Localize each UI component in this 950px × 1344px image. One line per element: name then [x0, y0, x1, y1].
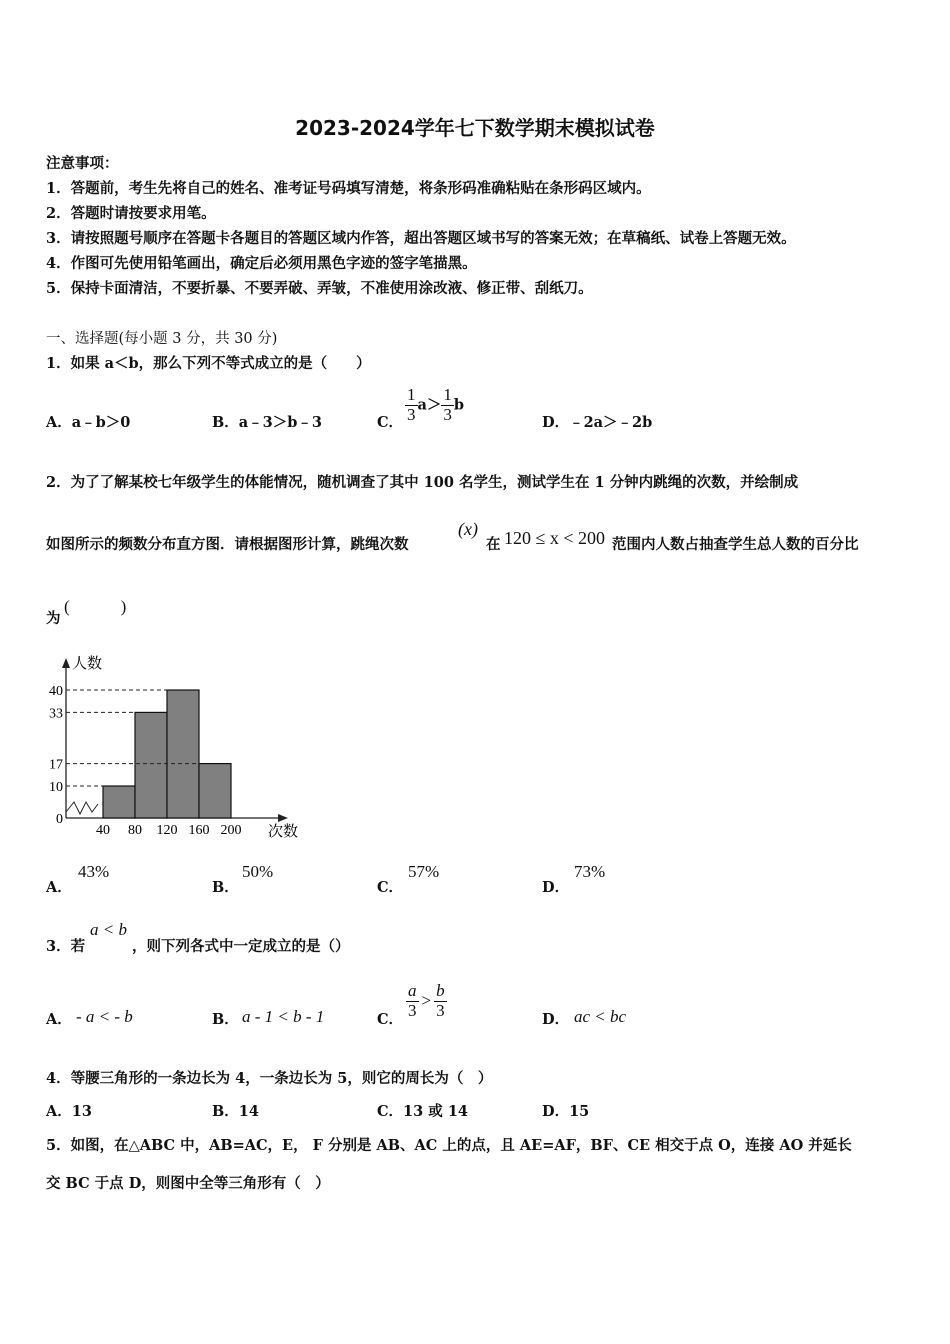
numerator: b: [436, 981, 445, 1000]
notice-item: 4．作图可先使用铅笔画出，确定后必须用黑色字迹的签字笔描黑。: [46, 255, 477, 272]
option-text: a＞: [417, 396, 442, 414]
q2-variable: (x): [458, 519, 478, 539]
q2-option-d-value: 73%: [574, 862, 606, 881]
q1-stem: 1．如果 a＜b，那么下列不等式成立的是（ ）: [46, 355, 371, 372]
q2-option-a-label: A．: [46, 879, 72, 896]
q3-option-c-label: C．: [377, 1011, 404, 1028]
notice-item: 5．保持卡面清洁，不要折暴、不要弄破、弄皱，不准使用涂改液、修正带、刮纸刀。: [46, 280, 593, 297]
q2-stem-line2a: 如图所示的频数分布直方图．请根据图形计算，跳绳次数: [46, 536, 409, 553]
q5-stem-line2: 交 BC 于点 D，则图中全等三角形有（ ）: [46, 1175, 330, 1192]
x-tick-label: 160: [188, 823, 210, 838]
y-axis-arrow: [62, 658, 70, 668]
q3-option-d-label: D．: [542, 1011, 570, 1028]
fraction: [405, 386, 418, 424]
histogram-bar: [103, 786, 135, 818]
q1-option-c-label: C．: [377, 414, 404, 431]
q2-option-c-value: 57%: [408, 862, 440, 881]
q1-option-d: D．﹣2a＞﹣2b: [542, 414, 653, 431]
axis-break-icon: [66, 802, 98, 814]
q3-option-a-label: A．: [46, 1011, 72, 1028]
x-axis-label: 次数: [268, 824, 299, 840]
histogram-bar: [135, 712, 167, 818]
q1-option-c: [405, 386, 464, 424]
numerator: 1: [443, 385, 452, 404]
q1-option-b: B．a﹣3＞b﹣3: [212, 414, 322, 431]
numerator: 1: [407, 385, 416, 404]
x-axis-arrow: [278, 814, 288, 822]
q5-stem-line1: 5．如图，在△ABC 中，AB=AC，E， F 分别是 AB、AC 上的点，且 AE=AF，BF、CE 相交于点 O，连接 AO 并延长: [46, 1137, 852, 1154]
q2-option-d-label: D．: [542, 879, 570, 896]
fraction: [441, 386, 454, 424]
q4-option-d: D．15: [542, 1103, 590, 1120]
q2-option-b-value: 50%: [242, 862, 274, 881]
histogram-bar: [167, 690, 199, 818]
notice-item: 2．答题时请按要求用笔。: [46, 205, 216, 222]
histogram-chart: [40, 650, 320, 850]
denominator: 3: [436, 1000, 445, 1020]
option-text: b: [453, 396, 465, 414]
q3-stem-pre: 3．若: [46, 938, 86, 955]
q2-option-c-label: C．: [377, 879, 404, 896]
q2-range: 120 ≤ x < 200: [504, 528, 606, 548]
x-tick-label: 80: [128, 823, 142, 838]
q2-stem-line3: 为: [46, 610, 61, 627]
page-title: 2023-2024学年七下数学期末模拟试卷: [295, 116, 655, 140]
q1-option-a: A．a﹣b＞0: [46, 414, 131, 431]
notice-item: 1．答题前，考生先将自己的姓名、准考证号码填写清楚，将条形码准确粘贴在条形码区域内。: [46, 180, 651, 197]
notice-item: 3．请按照题号顺序在答题卡各题目的答题区域内作答，超出答题区域书写的答案无效；在草稿纸、试卷上答题无效。: [46, 230, 796, 247]
q4-option-a: A．13: [46, 1103, 92, 1120]
q3-option-d: ac < bc: [574, 1007, 627, 1026]
fraction: [406, 982, 419, 1020]
q2-stem-line2c: 范围内人数占抽查学生总人数的百分比: [612, 536, 859, 553]
q4-stem: 4．等腰三角形的一条边长为 4，一条边长为 5，则它的周长为（ ）: [46, 1070, 493, 1087]
y-axis-label: 人数: [72, 656, 103, 672]
y-tick-label: 33: [49, 706, 63, 722]
q3-option-b-label: B．: [212, 1011, 239, 1028]
x-tick-label: 200: [220, 823, 242, 838]
section-heading: 一、选择题(每小题 3 分，共 30 分): [46, 331, 278, 347]
y-tick-label: 17: [49, 757, 63, 773]
q2-answer-paren: ( ): [64, 597, 127, 616]
q2-stem-line1: 2．为了了解某校七年级学生的体能情况，随机调查了其中 100 名学生，测试学生在 1 分钟内跳绳的次数，并绘制成: [46, 474, 799, 491]
q2-option-b-label: B．: [212, 879, 239, 896]
q3-option-c: [406, 982, 447, 1020]
q4-option-c: C．13 或 14: [377, 1103, 468, 1120]
fraction: [434, 982, 447, 1020]
y-tick-label: 40: [49, 684, 63, 699]
denominator: 3: [443, 404, 452, 424]
histogram-plot: [49, 655, 298, 840]
x-tick-label: 40: [96, 823, 110, 838]
notice-heading: 注意事项：: [46, 155, 119, 172]
q4-option-b: B．14: [212, 1103, 259, 1120]
q2-stem-in: 在: [486, 536, 501, 553]
denominator: 3: [408, 1000, 417, 1020]
y-tick-label: 10: [49, 780, 63, 795]
x-tick-label: 120: [156, 823, 178, 838]
q3-option-a: - a < - b: [76, 1007, 133, 1026]
q3-option-b: a - 1 < b - 1: [242, 1007, 325, 1026]
q3-condition: a < b: [90, 920, 127, 939]
y-tick-label: 0: [56, 812, 63, 827]
q3-stem-post: ，则下列各式中一定成立的是（）: [132, 938, 350, 955]
operator: >: [421, 990, 432, 1010]
numerator: a: [408, 981, 417, 1000]
denominator: 3: [407, 404, 416, 424]
q2-option-a-value: 43%: [78, 862, 110, 881]
histogram-bar: [199, 764, 231, 818]
